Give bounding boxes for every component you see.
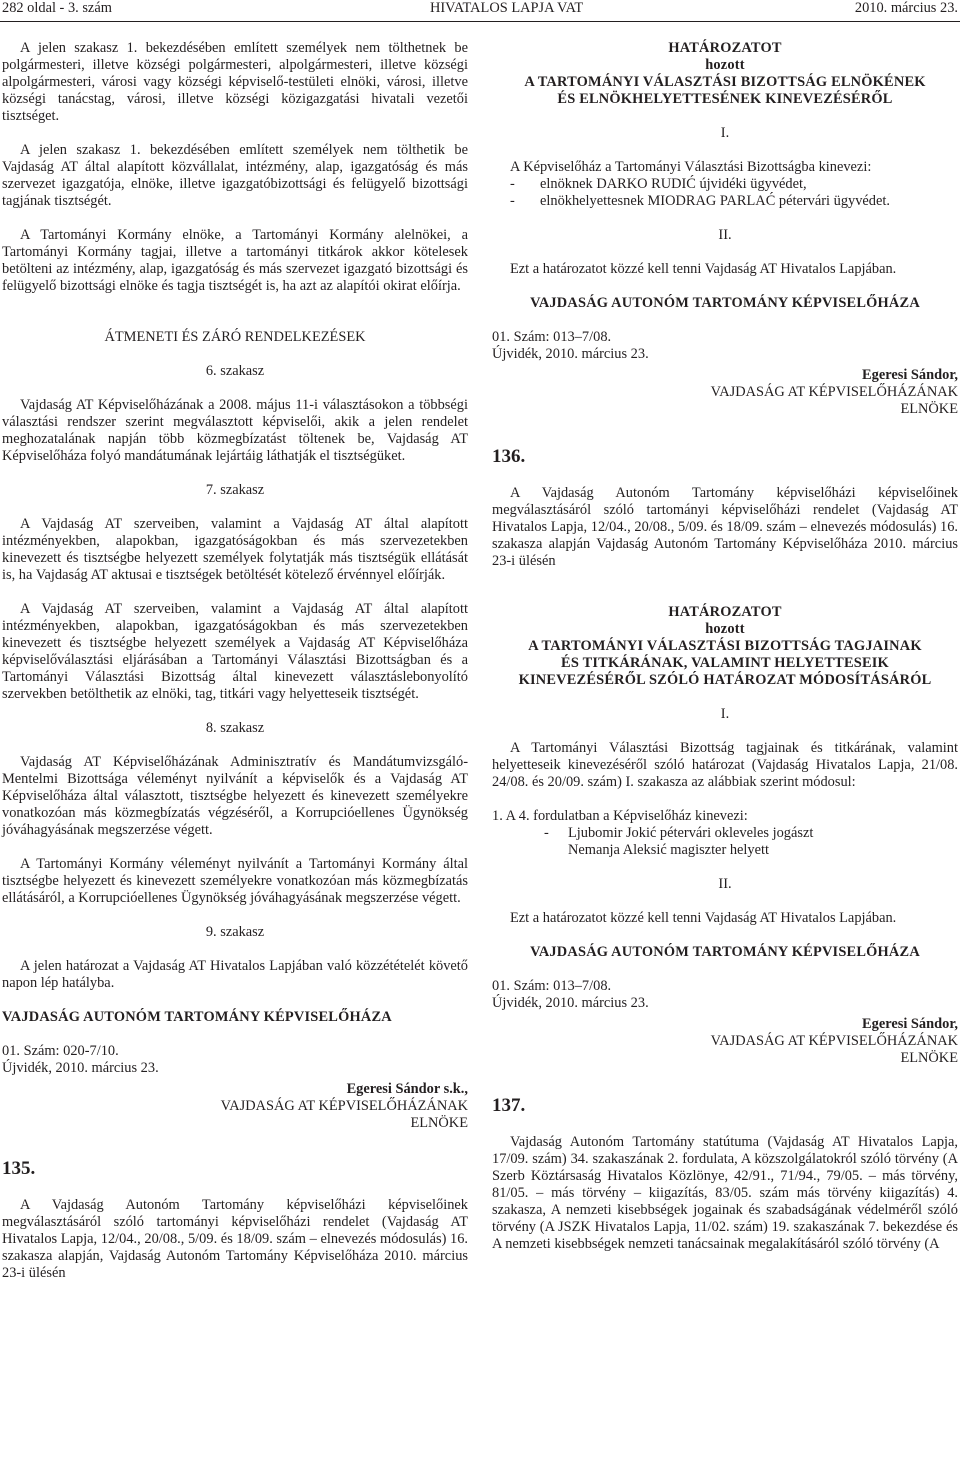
document-number: 137.	[492, 1095, 526, 1116]
header-rule	[0, 21, 960, 22]
decision-subject: ÉS ELNÖKHELYETTESÉNEK KINEVEZÉSÉRŐL	[557, 91, 893, 107]
list-item: - elnöknek DARKO RUDIĆ újvidéki ügyvédet,	[510, 176, 807, 192]
issue-date: 2010. március 23.	[854, 0, 958, 16]
signer-role: ELNÖKE	[900, 401, 958, 417]
paragraph: A Vajdaság AT szerveiben, valamint a Vajdaság AT által alapított intézményekben, alapokban, igazgatóságokban és más szervezetekben kinevezett és tisztségbe helyezett személyek folytatják más tisztségük ellátását is, ha Vajdaság AT aktusai e tisztségek betöltését kötelező érvénnyel előírják.	[2, 516, 468, 583]
page-header	[0, 0, 960, 22]
signer-role: ELNÖKE	[410, 1115, 468, 1131]
reference-number: 01. Szám: 013–7/08.	[492, 978, 612, 994]
paragraph: Vajdaság AT Képviselőházának Adminisztratív és Mandátumvizsgáló-Mentelmi Bizottsága véleményt nyilvánít a képviselők és a Vajdaság AT Képviselőháza által választott, tisztségbe helyezett és kinevezett személyekre vonatkozóan más közmegbízatás végzéséről, a Korrupcióellenes Ügynökség jóváhagyásának megszerzése végett.	[2, 754, 468, 838]
decision-subject: A TARTOMÁNYI VÁLASZTÁSI BIZOTTSÁG ELNÖKÉNEK	[524, 74, 926, 90]
decision-subtitle: hozott	[705, 621, 745, 637]
paragraph: A Vajdaság Autonóm Tartomány képviselőházi képviselőinek megválasztásáról szóló tartományi képviselőházi rendelet (Vajdaság AT Hivatalos Lapja, 12/04., 20/08., 5/09. és 18/09. szám – elnevezés módosulás) 16. szakasza alapján Vajdaság Autonóm Tartomány Képviselőháza 2010. március 23-i ülésén	[492, 485, 958, 569]
paragraph: A Tartományi Kormány elnöke, a Tartományi Kormány alelnökei, a Tartományi Kormány tagjai, illetve a tartományi titkárok akkor kötelesek betölteni az intézmény, alap, igazgatóság és más szervezet igazgató bizottsági és felügyelő bizottsági elnöke és tagja tisztségét is, ha azt az alapítói okirat előírja.	[2, 227, 468, 294]
paragraph: Ezt a határozatot közzé kell tenni Vajdaság AT Hivatalos Lapjában.	[510, 261, 897, 277]
list-item: - Ljubomir Jokić pétervári okleveles jogászt	[544, 825, 814, 841]
signer-role: VAJDASÁG AT KÉPVISELŐHÁZÁNAK	[710, 1033, 958, 1049]
signer-role: ELNÖKE	[900, 1050, 958, 1066]
roman-heading: II.	[718, 876, 732, 892]
paragraph: A Vajdaság Autonóm Tartomány képviselőházi képviselőinek megválasztásáról szóló tartományi képviselőházi rendelet (Vajdaság AT Hivatalos Lapja, 12/04., 20/08., 5/09. és 18/09. szám – elnevezés módosulás) 16. szakasza alapján, Vajdaság Autonóm Tartomány Képviselőháza 2010. március 23-i ülésén	[2, 1197, 468, 1281]
page-number: 282 oldal - 3. szám	[2, 0, 112, 16]
reference-date: Újvidék, 2010. március 23.	[492, 346, 649, 362]
assembly-name: VAJDASÁG AUTONÓM TARTOMÁNY KÉPVISELŐHÁZA	[2, 1009, 392, 1025]
roman-heading: I.	[720, 125, 730, 141]
reference-date: Újvidék, 2010. március 23.	[492, 995, 649, 1011]
decision-subject: ÉS TITKÁRÁNAK, VALAMINT HELYETTESEIK	[561, 655, 889, 671]
paragraph: A jelen határozat a Vajdaság AT Hivatalos Lapjában való közzétételét követő napon lép hatályba.	[2, 958, 468, 991]
signer-role: VAJDASÁG AT KÉPVISELŐHÁZÁNAK	[220, 1098, 468, 1114]
signer-name: Egeresi Sándor,	[862, 1016, 958, 1032]
signer-name: Egeresi Sándor s.k.,	[346, 1081, 468, 1097]
list-item: 1. A 4. fordulatban a Képviselőház kinevezi:	[492, 808, 748, 824]
roman-heading: I.	[720, 706, 730, 722]
document-number: 135.	[2, 1158, 36, 1179]
section-title: ÁTMENETI ÉS ZÁRÓ RENDELKEZÉSEK	[104, 329, 366, 345]
reference-date: Újvidék, 2010. március 23.	[2, 1060, 159, 1076]
paragraph: Vajdaság Autonóm Tartomány statútuma (Vajdaság AT Hivatalos Lapja, 17/09. szám) 34. szakaszának 2. fordulata, A közszolgálatokról szóló törvény (A Szerb Köztársaság Hivatalos Közlönye, 42/91., 71/94., 79/05. – más törvény, 81/05. – más törvény – kiigazítás, 83/05. szám más törvény kiigazítás) 4. szakasza, A nemzeti kisebbségek jogainak és szabadságának védelméről szóló törvény (A JSZK Hivatalos Lapja, 11/02. szám) 19. szakaszának 7. bekezdése és A nemzeti kisebbségek nemzeti tanácsainak megalakításáról szóló törvény (A	[492, 1134, 958, 1252]
paragraph: A jelen szakasz 1. bekezdésében említett személyek nem tölthetnek be polgármesteri, illetve községi polgármesteri, alpolgármesteri, illetve községi alpolgármesteri, városi vagy községi képviselő-testületi elnöki, városi, illetve községi tanácstag, városi, illetve községi közigazgatási hivatali vezetői tisztséget.	[2, 40, 468, 124]
reference-number: 01. Szám: 013–7/08.	[492, 329, 612, 345]
paragraph: A Tartományi Választási Bizottság tagjainak és titkárának, valamint helyetteseik kinevezéséről szóló határozat (Vajdaság Hivatalos Lapja, 21/08. 24/08. és 20/09. szám) I. szakasza az alábbiak szerint módosul:	[492, 740, 958, 790]
reference-number: 01. Szám: 020-7/10.	[2, 1043, 119, 1059]
decision-subject: KINEVEZÉSÉRŐL SZÓLÓ HATÁROZAT MÓDOSÍTÁSÁRÓL	[518, 672, 932, 688]
article-heading: 9. szakasz	[205, 924, 265, 940]
paragraph: Vajdaság AT Képviselőházának a 2008. május 11-i választásokon a többségi választási rendszer szerint megválasztott képviselői, akik a jelen rendelet meghozatalának napján több közmegbízatást töltenek be, Vajdaság AT Képviselőháza folyó mandátumának lejártáig láthatják el tisztségüket.	[2, 397, 468, 464]
signer-role: VAJDASÁG AT KÉPVISELŐHÁZÁNAK	[710, 384, 958, 400]
list-item: - elnökhelyettesnek MIODRAG PARLAĆ pétervári ügyvédet.	[510, 193, 890, 209]
paragraph: Ezt a határozatot közzé kell tenni Vajdaság AT Hivatalos Lapjában.	[510, 910, 897, 926]
paragraph: A jelen szakasz 1. bekezdésében említett személyek nem tölthetik be Vajdaság AT által alapított közvállalat, intézmény, alap, igazgatóság és más szervezet igazgatója, elnöke, illetve igazgatóbizottsági és felügyelő bizottsági tagjának tisztségét.	[2, 142, 468, 209]
decision-subtitle: hozott	[705, 57, 745, 73]
roman-heading: II.	[718, 227, 732, 243]
decision-title: HATÁROZATOT	[668, 604, 782, 620]
decision-subject: A TARTOMÁNYI VÁLASZTÁSI BIZOTTSÁG TAGJAINAK	[528, 638, 922, 654]
paragraph: A Képviselőház a Tartományi Választási Bizottságba kinevezi:	[510, 159, 872, 175]
list-item-cont: Nemanja Aleksić magiszter helyett	[568, 842, 769, 858]
signer-name: Egeresi Sándor,	[862, 367, 958, 383]
article-heading: 6. szakasz	[205, 363, 265, 379]
article-heading: 8. szakasz	[205, 720, 265, 736]
article-heading: 7. szakasz	[205, 482, 265, 498]
publication-title: HIVATALOS LAPJA VAT	[430, 0, 584, 16]
decision-title: HATÁROZATOT	[668, 40, 782, 56]
assembly-name: VAJDASÁG AUTONÓM TARTOMÁNY KÉPVISELŐHÁZA	[530, 295, 920, 311]
left-column	[2, 40, 468, 1282]
paragraph: A Vajdaság AT szerveiben, valamint a Vajdaság AT által alapított intézményekben, alapokban, igazgatóságokban és más szervezetekben kinevezett és tisztségbe helyezett személyek a Vajdaság AT Képviselőháza képviselőválasztási eljárásában a Tartományi Választási Bizottságban és a Tartományi Választási Bizottság által kinevezett választáslebonyolító szervekben betölthetik az elnöki, tag, titkári vagy helyetteseik tisztségét.	[2, 601, 468, 702]
paragraph: A Tartományi Kormány véleményt nyilvánít a Tartományi Kormány által tisztségbe helyezett és kinevezett személyekre vonatkozóan más közmegbízatás ellátásáról, a Korrupcióellenes Ügynökség jóváhagyásának megszerzése végett.	[2, 856, 468, 906]
assembly-name: VAJDASÁG AUTONÓM TARTOMÁNY KÉPVISELŐHÁZA	[530, 944, 920, 960]
right-column	[492, 40, 958, 1253]
document-number: 136.	[492, 446, 526, 467]
